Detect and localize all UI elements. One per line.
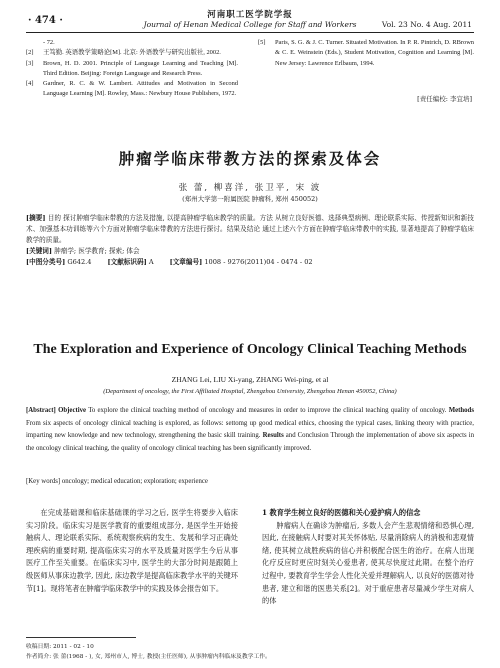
reference-text: Paris, S. G. & J. C. Turner. Situated Motivation. In P. R. Pintrich, D. RBrown & C. E. Weinstein (Eds.), Student Motivation, Cognition and Learning [M]. New Jersey: Lawrence Erlbaum, 1994. xyxy=(275,39,474,67)
reference-item xyxy=(258,38,474,69)
reference-number: [5] xyxy=(258,39,266,46)
abstract-en-body xyxy=(26,405,474,455)
reference-text: - 72. xyxy=(43,39,55,46)
clc-label: [中图分类号] xyxy=(26,258,66,266)
document-code-label: [文献标识码] xyxy=(107,258,147,266)
header-rule xyxy=(26,32,474,33)
methods-text: From six aspects of oncology clinical teaching is explored, as follows: settomg up good medical ethics, choosing the typical cases, linking theory with practice, imparting new knowledge and new technology, strengthening the basic skill training. xyxy=(26,419,474,439)
editor-note: [责任编校: 李宜培] xyxy=(417,95,472,103)
article-number xyxy=(170,257,313,268)
affiliation-cn: (郑州大学第一附属医院 肿瘤科, 郑州 450052) xyxy=(182,195,318,203)
body-column-right xyxy=(262,507,474,608)
reference-list-right xyxy=(258,38,474,69)
keywords-cn-label: [关键词] xyxy=(26,247,53,255)
abstract-cn xyxy=(26,213,474,268)
journal-name-en: Journal of Henan Medical College for Staff and Workers xyxy=(143,20,357,29)
document-code xyxy=(107,257,153,268)
received-date: 收稿日期: 2011 - 02 - 10 xyxy=(26,644,94,650)
reference-number: [4] xyxy=(26,80,34,88)
article-title-en: The Exploration and Experience of Oncology Clinical Teaching Methods xyxy=(33,342,467,357)
keywords-en-label: [Key words] xyxy=(26,478,61,485)
document-code-value: A xyxy=(148,258,154,266)
keywords-en xyxy=(26,478,474,485)
reference-item xyxy=(26,59,238,80)
article-number-label: [文章编号] xyxy=(169,258,203,266)
abstract-cn-text: 目的 探讨肿瘤学临床带教的方法及措施, 以提高肿瘤学临床教学的质量。方法 从树立良好医德、选择典型病例、理论联系实际、传授新知识和新技术、加强基本功训练等六个方面对肿瘤学临床带教的方法进行探讨。结果及结论 通过上述六个方面在肿瘤学临床带教中的实践, 显著地提高了肿瘤学临床教学的质量。 xyxy=(26,214,474,244)
abstract-en xyxy=(26,405,474,455)
classification-row xyxy=(26,257,474,268)
keywords-en-text: oncology; medical education; exploration; experience xyxy=(61,478,208,485)
abstract-cn-body xyxy=(26,213,474,246)
footnote-rule xyxy=(26,637,136,638)
abstract-en-label: [Abstract] xyxy=(26,407,56,414)
reference-number: [2] xyxy=(26,49,34,57)
reference-number: [3] xyxy=(26,59,34,67)
affiliation-en: (Department of oncology, the First Affiliated Hospital, Zhengzhou University, Zhengzhou Henan 450052, China) xyxy=(103,388,397,395)
reference-text: Brown, H. D. 2001. Principle of Language Learning and Teaching [M]. Third Edition. Beijing: Foreign Language and Research Press. xyxy=(43,59,238,77)
journal-name-cn: 河南职工医学院学报 xyxy=(207,10,293,20)
objective-label: Objective xyxy=(58,407,87,414)
article-number-value: 1008 - 9276(2011)04 - 0474 - 02 xyxy=(204,258,313,266)
objective-text: To explore the clinical teaching method of oncology and measures in order to improve the clinical teaching quality of oncology. xyxy=(88,407,447,414)
reference-item xyxy=(26,38,238,48)
reference-text: Gardner, R. C. & W. Lambert. Attitudes and Motivation in Second Language Learning [M]. Rowley, Mass.: Newbury House Publishers, 1972. xyxy=(43,80,238,98)
body-column-left xyxy=(26,507,238,595)
reference-item xyxy=(26,48,238,58)
results-text: and Conclusion Through the implementation of above six aspects in the oncology clinical teaching, the quality of oncology clinical teaching has been significantly improved. xyxy=(26,432,475,452)
authors-en: ZHANG Lei, LIU Xi-yang, ZHANG Wei-ping, et al xyxy=(171,375,329,384)
keywords-cn-text: 肿瘤学; 医学教育; 探索; 体会 xyxy=(54,247,140,255)
reference-item xyxy=(26,79,238,100)
article-title-cn: 肿瘤学临床带教方法的探索及体会 xyxy=(118,149,382,168)
clc-value: G642.4 xyxy=(67,258,92,266)
author-bio: 作者简介: 张 蕾(1968 - ), 女, 郑州市人, 博士, 教授(主任医师), 从事肿瘤内科临床及教学工作。 xyxy=(26,654,271,660)
volume-issue: Vol. 23 No. 4 Aug. 2011 xyxy=(381,20,472,29)
methods-label: Methods xyxy=(448,407,474,414)
intro-paragraph: 在完成基础课和临床基础课的学习之后, 医学生将要步入临床实习阶段。临床实习是医学教育的重要组成部分, 是医学生开始接触病人、理论联系实际、系统观察疾病的发生、发展和学习正确处理疾病的重要时期, 提高临床实习的水平及质量对医学生今后从事医疗工作至关重要。在临床实习中, 医学生的大部分时间是跟随上级医师从事床边教学, 因此, 床边教学是提高临床教学水平的关键环节[1]。现将笔者在肿瘤学临床教学中的实践及体会报告如下。 xyxy=(26,508,238,593)
reference-list-left xyxy=(26,38,238,100)
authors-cn: 张 蕾, 柳喜洋, 张卫平, 宋 波 xyxy=(178,183,322,193)
clc-number xyxy=(26,257,91,268)
section-paragraph: 肿瘤病人在确诊为肿瘤后, 多数人会产生悲观情绪和恐惧心理, 因此, 在接触病人时要对其关怀体贴, 尽量消除病人的消极和悲观情绪, 使其树立战胜疾病的信心并积极配合医生的治疗。在病人出现化疗反应时更应时刻关心爱患者, 使其尽快度过此期。在整个治疗过程中, 要教育学生学会人性化关爱并理解病人, 以良好的医德对待患者, 建立和谐的医患关系[2]。对于重症患者尽量减少学生对病人的体 xyxy=(262,520,474,606)
section-heading: 1 教育学生树立良好的医德和关心爱护病人的信念 xyxy=(262,508,421,517)
results-label: Results xyxy=(262,432,284,439)
reference-number xyxy=(26,38,43,48)
reference-text: 王笃勤. 英语教学策略论[M]. 北京: 外语教学与研究出版社, 2002. xyxy=(43,49,221,57)
keywords-cn xyxy=(26,246,474,257)
page-number: · 474 · xyxy=(28,15,63,26)
abstract-cn-label: [摘要] xyxy=(26,214,46,222)
